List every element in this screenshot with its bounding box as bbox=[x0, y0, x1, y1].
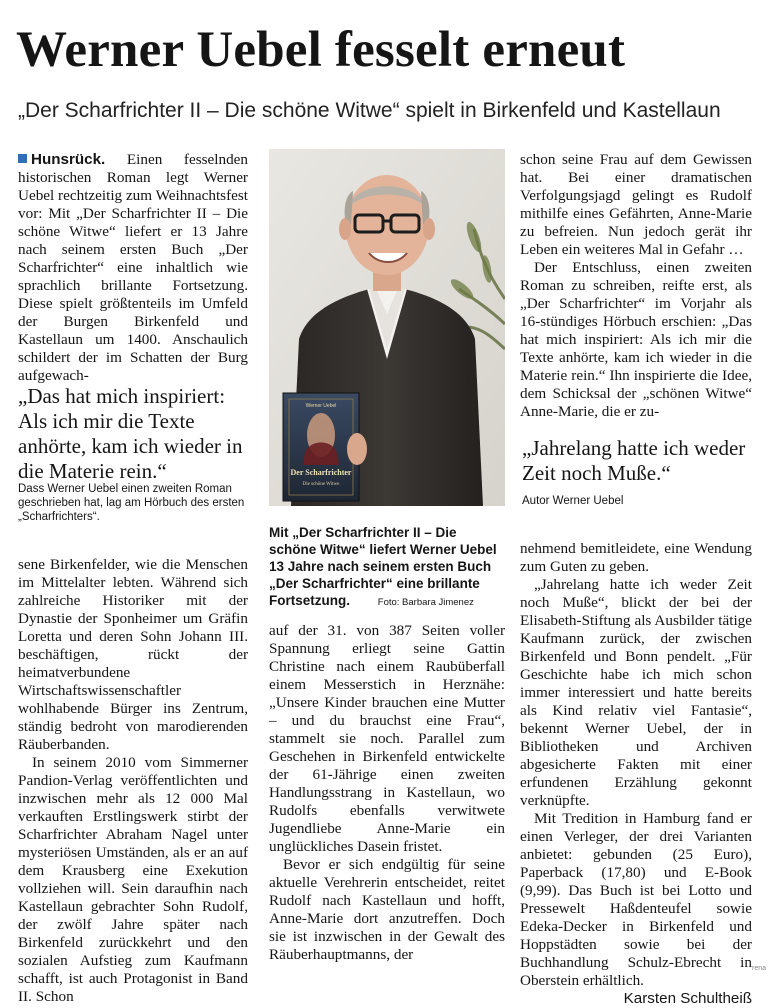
pull-quote-1: „Das hat mich inspiriert: Als ich mir die Texte anhörte, kam ich wieder in die Materie rein.“ bbox=[18, 384, 243, 483]
dateline: Hunsrück. bbox=[31, 151, 106, 168]
author-photo bbox=[269, 149, 505, 506]
lead-text: Einen fesselnden historischen Roman legt Werner Uebel rechtzeitig zum Weihnachtsfest vor: Mit „Der Scharfrichter II – Die schöne Witwe“ liefert er 13 Jahre nach seinem ersten Buch „Der Scharfrichter“ eine inhaltlich wie sprachlich brillante Fortsetzung. Diese spielt größtenteils im Umfeld der Burgen Birkenfeld und Kastellaun um 1400. Anschaulich schildert der im Schatten der Burg aufgewach- bbox=[18, 151, 249, 384]
lead-paragraph bbox=[18, 151, 248, 385]
paragraph: Der Entschluss, einen zweiten Roman zu schreiben, reifte erst, als „Der Scharfrichter“ im Vorjahr als 16-stündiges Hörbuch erschien: „Das hat mich inspiriert: Als ich mir die Texte anhörte, kam ich wieder in die Materie rein.“ Ihn inspirierte die Idee, dem Schicksal der „schönen Witwe“ Anne-Marie, die er zu- bbox=[520, 259, 752, 420]
paragraph: sene Birkenfelder, wie die Menschen im Mittelalter lebten. Während sich zahlreiche Historiker mit der Dynastie der Sponheimer um Gräfin Loretta und deren Sohn Johann III. beschäftigen, rückt der heimatverbundene Wirtschaftswissenschaftler wohlhabende Bürger ins Zentrum, ständig bedroht von marodierenden Räuberbanden. bbox=[18, 556, 248, 753]
paragraph: auf der 31. von 387 Seiten voller Spannung erliegt seine Gattin Christine nach einem Raubüberfall einem Messerstich in Herznähe: „Unsere Kinder brauchen eine Mutter – und du brauchst eine Frau“, stammelt sie noch. Parallel zum Geschehen in Birkenfeld entwickelte der 61-Jährige einen zweiten Handlungsstrang in Kastellaun, wo Rudolfs ebenfalls verwitwete Jugendliebe Anne-Marie ein unglückliches Dasein fristet. bbox=[269, 622, 505, 855]
book-title: Der Scharfrichter bbox=[290, 468, 352, 477]
column-1-top bbox=[18, 151, 248, 385]
pull-quote-2: „Jahrelang hatte ich weder Zeit noch Muße.“ bbox=[522, 436, 746, 485]
photo-caption bbox=[269, 524, 505, 611]
caption-text: Mit „Der Scharfrichter II – Die schöne Witwe“ liefert Werner Uebel 13 Jahre nach seinem ersten Buch „Der Scharfrichter“ eine brillante Fortsetzung. bbox=[269, 525, 497, 608]
corner-mark: rena bbox=[751, 965, 766, 972]
paragraph: „Jahrelang hatte ich weder Zeit noch Muße“, blickt der bei der Elisabeth-Stiftung als Ausbilder tätige Kaufmann zurück, der zwischen Birkenfeld und Bonn pendelt. „Für Geschichte habe ich mich schon immer interessiert und hatte bereits als Kind relativ viel Fantasie“, bekennt Werner Uebel, der in Bibliotheken und Archiven abgesicherte Fakten mit einer erfundenen Erzählung gekonnt verknüpfte. bbox=[520, 576, 752, 809]
column-2-bottom bbox=[269, 622, 505, 964]
column-1-bottom bbox=[18, 556, 248, 1006]
paragraph: In seinem 2010 vom Simmerner Pandion-Verlag veröffentlichten und inzwischen mehr als 12 000 Mal verkauften Erstlingswerk stirbt der Scharfrichter Abraham Nagel unter mysteriösen Umständen, als er an auf dem Krausberg eine Exekution vollziehen will. Sein daraufhin nach Kastellaun gebrachter Sohn Rudolf, der zwölf Jahre später nach Birkenfeld zurückkehrt und den sozialen Aufstieg zum Kaufmann schafft, ist auch Protagonist in Band II. Schon bbox=[18, 754, 248, 1005]
headline: Werner Uebel fesselt erneut bbox=[16, 22, 626, 78]
book-subtitle: Die schöne Witwe bbox=[302, 482, 340, 487]
author-photo-illustration bbox=[269, 149, 505, 506]
book-author: Werner Uebel bbox=[305, 403, 337, 409]
column-3-bottom bbox=[520, 540, 752, 1008]
column-3-top bbox=[520, 151, 752, 421]
subheadline: „Der Scharfrichter II – Die schöne Witwe“ spielt in Birkenfeld und Kastellaun bbox=[18, 99, 721, 122]
paragraph: Bevor er sich endgültig für seine aktuelle Verehrerin entscheidet, reitet Rudolf nach Kastellaun und hofft, Anne-Marie dort anzutreffen. Doch sie ist inzwischen in der Gewalt des Räuberhauptmanns, der bbox=[269, 856, 505, 963]
pull-quote-2-caption: Autor Werner Uebel bbox=[522, 495, 624, 507]
paragraph: schon seine Frau auf dem Gewissen hat. Bei einer dramatischen Verfolgungsjagd gelingt es Rudolf mithilfe eines Gefährten, Anne-Marie zu befreien. Nun jedoch gerät ihr Leben ein weiteres Mal in Gefahr … bbox=[520, 151, 752, 258]
pull-quote-1-caption: Dass Werner Uebel einen zweiten Roman geschrieben hat, lag am Hörbuch des ersten „Scharfrichters“. bbox=[18, 483, 245, 523]
location-marker-icon bbox=[18, 154, 27, 163]
author-signature: Karsten Schultheiß bbox=[623, 990, 752, 1007]
photo-credit: Foto: Barbara Jimenez bbox=[377, 597, 474, 608]
paragraph: nehmend bemitleidete, eine Wendung zum Guten zu geben. bbox=[520, 540, 752, 575]
paragraph-text: Mit Tredition in Hamburg fand er einen Verleger, der drei Varianten anbietet: gebunden (25 Euro), Paperback (17,80) und E-Book (9,99). Das Buch ist bei Lotto und Pressewelt Haßdenteufel sowie Edeka-Decker in Birkenfeld und Hoppstädten sowie bei der Buchhandlung Schulz-Ebrecht in Oberstein erhältlich. bbox=[520, 810, 752, 989]
paragraph bbox=[520, 810, 752, 1007]
